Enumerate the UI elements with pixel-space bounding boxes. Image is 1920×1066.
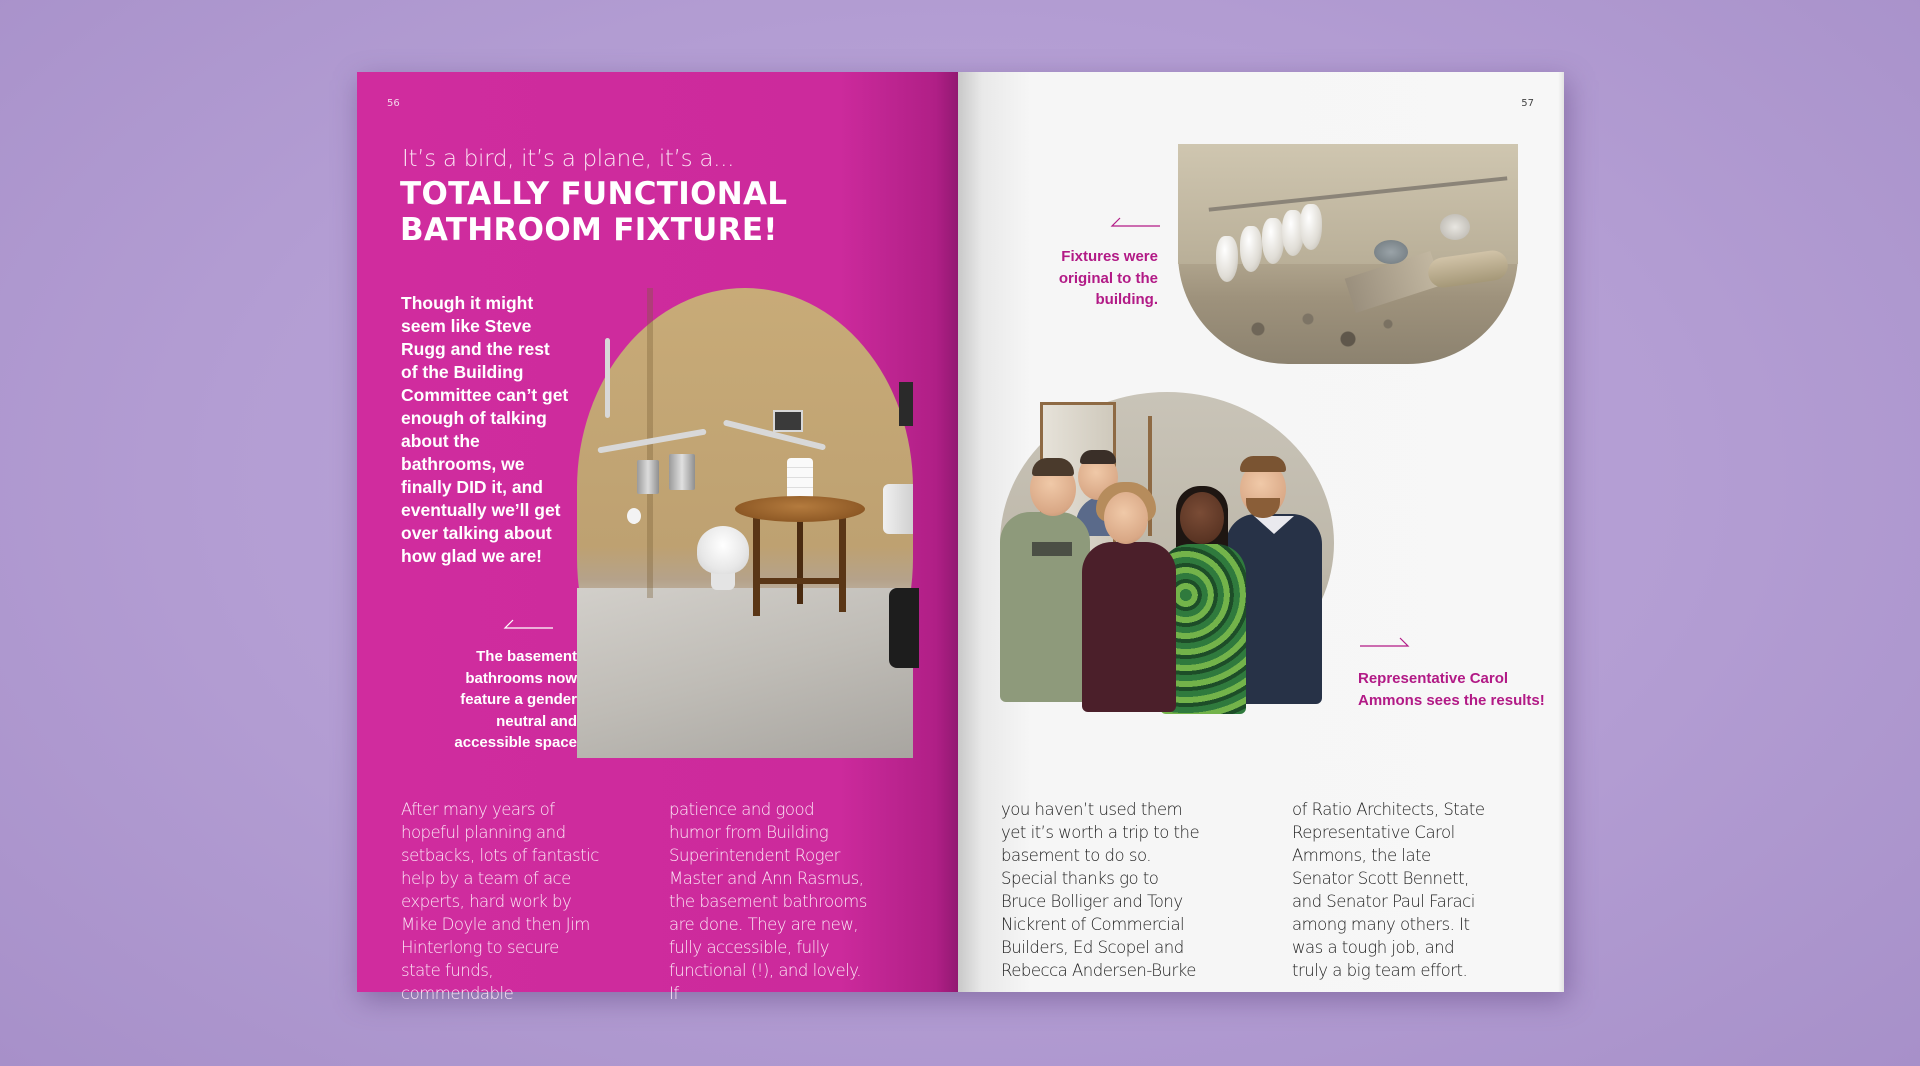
page-number-left: 56 xyxy=(387,98,400,109)
arrow-right-icon xyxy=(1360,636,1416,648)
kicker: It’s a bird, it’s a plane, it’s a... xyxy=(402,146,735,172)
headline-line-1: TOTALLY FUNCTIONAL xyxy=(400,176,788,212)
body-column-3: you haven’t used them yet it’s worth a trip to the basement to do so. Special thanks go to Bruce Bolliger and Tony Nickrent of Commercial Builders, Ed Scopel and Rebecca Andersen-Burke xyxy=(1001,800,1200,980)
body-column-2: patience and good humor from Building Superintendent Roger Master and Ann Rasmus, the basement bathrooms are done. They are new, fully accessible, fully functional (!), and lovely. If xyxy=(669,800,867,1003)
fixtures-photo xyxy=(1178,144,1518,364)
arrow-left-icon xyxy=(1104,216,1160,228)
right-page xyxy=(958,72,1564,992)
body-column-1: After many years of hopeful planning and setbacks, lots of fantastic help by a team of ace experts, hard work by Mike Doyle and then Jim Hinterlong to secure state funds, commendable xyxy=(401,800,599,1003)
intro-text: Though it might seem like Steve Rugg and the rest of the Building Committee can’t get enough of talking about the bathrooms, we finally DID it, and eventually we’ll get over talking about how glad we are! xyxy=(401,293,569,566)
group-photo xyxy=(1000,392,1334,694)
caption-basement-bathrooms: The basement bathrooms now feature a gender neutral and accessible space xyxy=(454,648,577,751)
bathroom-photo xyxy=(577,288,913,758)
headline-line-2: BATHROOM FIXTURE! xyxy=(400,212,778,248)
caption-fixtures: Fixtures were original to the building. xyxy=(1058,248,1158,308)
left-page xyxy=(357,72,960,1003)
page-number-right: 57 xyxy=(1521,98,1534,109)
arrow-left-icon xyxy=(497,618,553,630)
headline xyxy=(400,176,880,248)
body-column-4: of Ratio Architects, State Representative Carol Ammons, the late Senator Scott Bennett, and Senator Paul Faraci among many others. It was a tough job, and truly a big team effort. xyxy=(1292,800,1485,980)
caption-representative: Representative Carol Ammons sees the results! xyxy=(1358,670,1545,709)
